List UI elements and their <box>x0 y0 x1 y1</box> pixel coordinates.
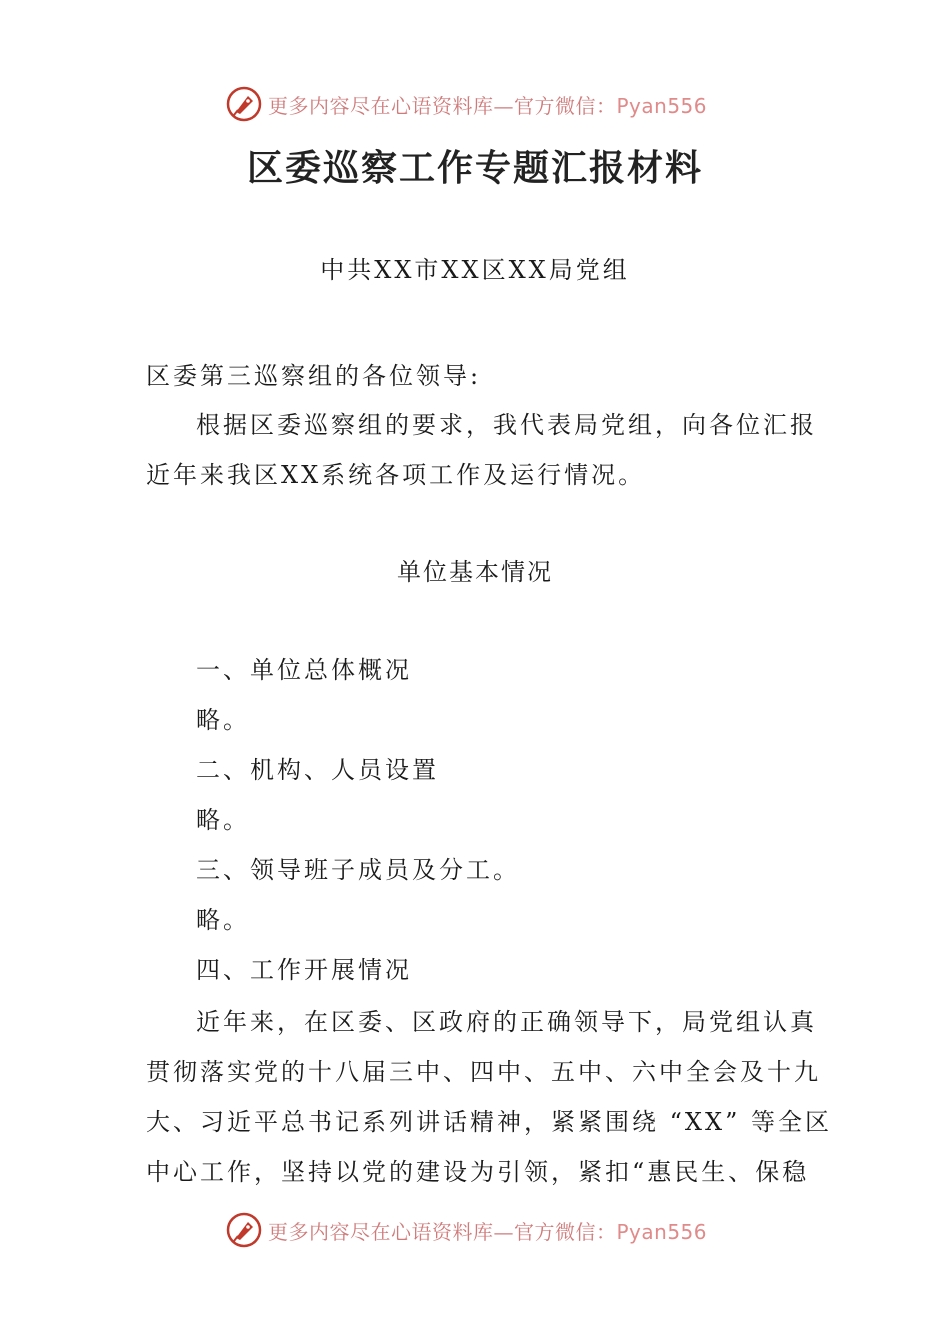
item-heading: 二、机构、人员设置 <box>196 756 439 784</box>
item-text: 略。 <box>196 706 250 734</box>
body-line: 中心工作，坚持以党的建设为引领，紧扣“惠民生、保稳 <box>146 1158 810 1186</box>
intro-line: 近年来我区XX系统各项工作及运行情况。 <box>146 461 646 489</box>
watermark-banner-bottom <box>0 1210 950 1250</box>
organization-line: 中共XX市XX区XX局党组 <box>320 256 630 284</box>
banner-text: 更多内容尽在心语资料库—官方微信： <box>268 93 617 118</box>
item-text: 略。 <box>196 906 250 934</box>
banner-wechat: Pyan556 <box>616 93 708 118</box>
item-heading: 四、工作开展情况 <box>196 956 412 984</box>
item-heading: 一、单位总体概况 <box>196 656 412 684</box>
banner-text: 更多内容尽在心语资料库—官方微信： <box>268 1219 617 1244</box>
body-line: 近年来，在区委、区政府的正确领导下，局党组认真 <box>196 1008 817 1036</box>
watermark-banner-top <box>0 84 950 124</box>
item-heading: 三、领导班子成员及分工。 <box>196 856 520 884</box>
greeting: 区委第三巡察组的各位领导: <box>146 362 482 390</box>
pen-nib-logo-icon <box>226 1212 262 1248</box>
body-line: 贯彻落实党的十八届三中、四中、五中、六中全会及十九 <box>146 1058 821 1086</box>
banner-wechat: Pyan556 <box>616 1219 708 1244</box>
document-title: 区委巡察工作专题汇报材料 <box>246 147 703 189</box>
section-heading: 单位基本情况 <box>397 558 553 586</box>
pen-nib-logo-icon <box>226 86 262 122</box>
item-text: 略。 <box>196 806 250 834</box>
body-line: 大、习近平总书记系列讲话精神，紧紧围绕 “XX” 等全区 <box>146 1108 832 1136</box>
intro-line: 根据区委巡察组的要求，我代表局党组，向各位汇报 <box>196 411 817 439</box>
